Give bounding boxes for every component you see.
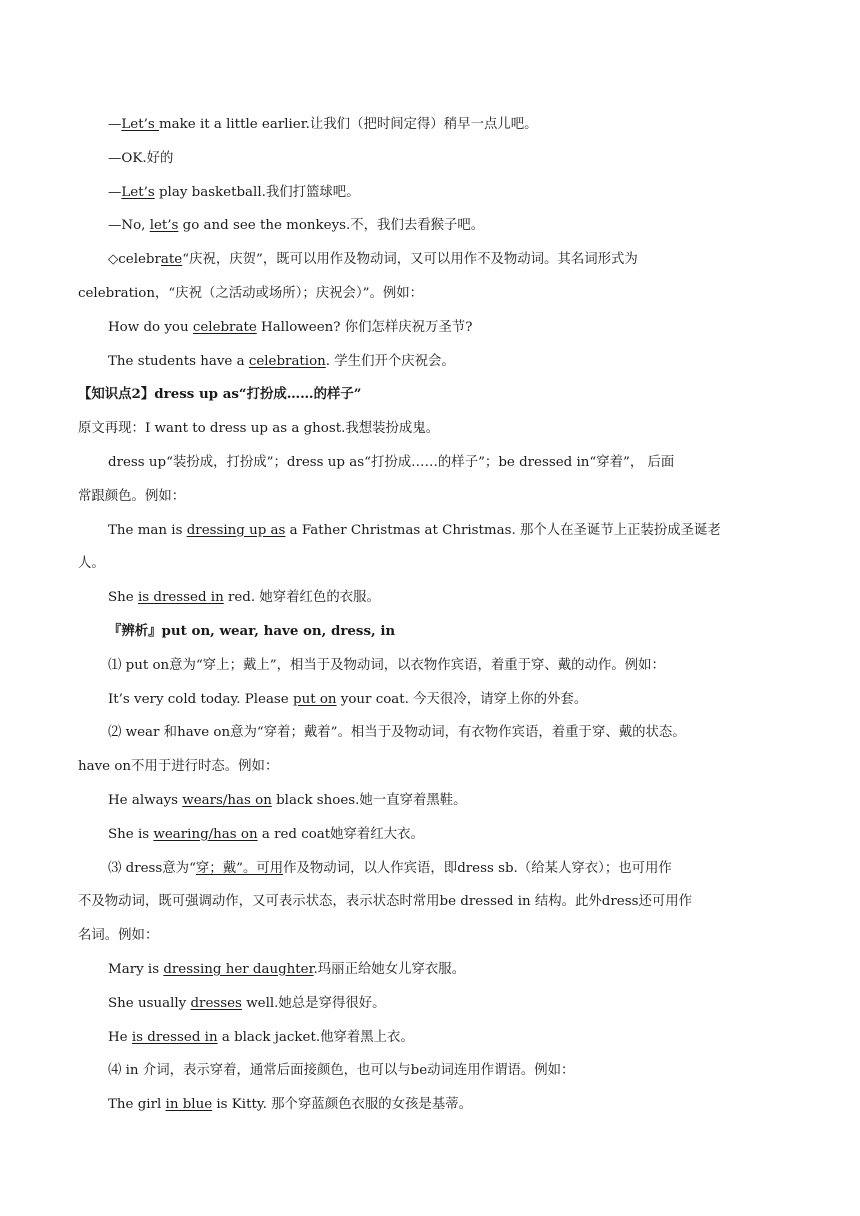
text-segment: . 学生们开个庆祝会。 — [325, 353, 455, 369]
text-line — [78, 649, 782, 683]
text-segment: well.她总是穿得很好。 — [241, 995, 386, 1011]
underlined-phrase: celebration — [248, 353, 326, 369]
text-segment: 名词。例如： — [78, 928, 159, 944]
text-line — [78, 345, 782, 379]
text-line — [78, 1021, 782, 1055]
underlined-phrase: is dressed in — [137, 590, 224, 606]
text-line — [78, 750, 782, 784]
underlined-phrase: Let’s — [121, 184, 155, 200]
text-segment: your coat. 今天很冷，请穿上你的外套。 — [336, 691, 588, 707]
underlined-phrase: dresses — [190, 995, 242, 1011]
text-segment: ⑷ in 介词，表示穿着，通常后面接颜色，也可以与be动词连用作谓语。例如： — [108, 1063, 575, 1079]
text-line — [78, 852, 782, 886]
text-line — [78, 412, 782, 446]
text-segment: She usually — [108, 995, 191, 1011]
text-line — [78, 142, 782, 176]
text-segment: 不及物动词，既可强调动作，又可表示状态，表示状态时常用be dressed in 结构。此外dress还可用作 — [78, 894, 693, 910]
text-line — [78, 176, 782, 210]
text-line — [78, 1054, 782, 1088]
text-segment: 作及物动词，以人作宾语，即dress sb.（给某人穿衣）；也可用作 — [283, 860, 672, 876]
text-segment: She — [108, 590, 138, 606]
text-line — [78, 277, 782, 311]
text-line — [78, 243, 782, 277]
text-segment: ⑵ wear 和have on意为“穿着；戴着”。相当于及物动词，有衣物作宾语，着重于穿、戴的状态。 — [108, 725, 686, 741]
text-segment: —OK.好的 — [108, 150, 174, 166]
text-segment: make it a little earlier.让我们（把时间定得）稍早一点儿吧。 — [158, 117, 538, 132]
text-line — [78, 209, 782, 243]
text-line — [78, 784, 782, 818]
text-line — [78, 514, 782, 548]
underlined-phrase: Let’s — [121, 117, 159, 132]
text-line — [78, 716, 782, 750]
text-segment: How do you — [108, 319, 193, 335]
underlined-phrase: in blue — [165, 1097, 213, 1113]
text-segment: ⑶ dress意为“ — [108, 860, 196, 876]
text-segment: .玛丽正给她女儿穿衣服。 — [313, 961, 466, 977]
text-segment: The girl — [108, 1097, 166, 1113]
text-segment: is Kitty. 那个穿蓝颜色衣服的女孩是基蒂。 — [212, 1097, 472, 1113]
text-segment: 常跟颜色。例如： — [78, 488, 186, 504]
text-line — [78, 480, 782, 514]
text-line — [78, 1088, 782, 1122]
text-line — [78, 919, 782, 953]
text-line — [78, 818, 782, 852]
underlined-phrase: celebrate — [192, 319, 257, 335]
text-segment: have on不用于进行时态。例如： — [78, 759, 279, 775]
underlined-phrase: ate — [160, 252, 183, 268]
underlined-phrase: dressing her daughter — [163, 961, 314, 977]
text-segment: 『辨析』put on, wear, have on, dress, in — [108, 622, 396, 639]
underlined-phrase: 穿；戴”。可用 — [195, 860, 284, 876]
text-segment: Halloween? 你们怎样庆祝万圣节? — [256, 319, 473, 335]
section-heading — [78, 378, 782, 412]
underlined-phrase: let’s — [149, 218, 179, 234]
text-segment: —No, — [108, 218, 150, 234]
text-segment: ◇celebr — [108, 252, 161, 268]
section-heading — [78, 615, 782, 649]
document-page — [78, 108, 782, 1122]
text-segment: a red coat她穿着红大衣。 — [257, 826, 424, 842]
text-segment: “庆祝，庆贺”，既可以用作及物动词，又可以用作不及物动词。其名词形式为 — [182, 252, 638, 268]
text-line — [78, 547, 782, 581]
text-line — [78, 108, 782, 142]
text-line — [78, 581, 782, 615]
text-segment: 原文再现：I want to dress up as a ghost.我想装扮成鬼。 — [78, 421, 440, 437]
text-segment: red. 她穿着红色的衣服。 — [223, 590, 380, 606]
text-line — [78, 683, 782, 717]
text-segment: He — [108, 1029, 132, 1045]
text-line — [78, 987, 782, 1021]
text-line — [78, 311, 782, 345]
text-segment: black shoes.她一直穿着黑鞋。 — [271, 792, 467, 808]
text-line — [78, 953, 782, 987]
text-line — [78, 885, 782, 919]
text-segment: dress up“装扮成，打扮成”；dress up as“打扮成……的样子”；be dressed in“穿着”， 后面 — [108, 454, 675, 470]
text-segment: go and see the monkeys.不，我们去看猴子吧。 — [178, 218, 485, 234]
text-line — [78, 446, 782, 480]
text-segment: The students have a — [108, 353, 249, 369]
underlined-phrase: put on — [293, 691, 337, 707]
text-segment: a black jacket.他穿着黑上衣。 — [217, 1029, 414, 1045]
underlined-phrase: is dressed in — [131, 1029, 218, 1045]
text-segment: — — [108, 117, 122, 132]
text-segment: ⑴ put on意为“穿上；戴上”，相当于及物动词，以衣物作宾语，着重于穿、戴的动作。例如： — [108, 657, 665, 673]
text-segment: She is — [108, 826, 154, 842]
underlined-phrase: dressing up as — [186, 522, 286, 538]
text-segment: It’s very cold today. Please — [108, 691, 293, 707]
text-segment: — — [108, 184, 122, 200]
text-segment: 【知识点2】dress up as“打扮成……的样子” — [78, 386, 362, 403]
text-segment: play basketball.我们打篮球吧。 — [154, 184, 360, 200]
text-segment: a Father Christmas at Christmas. 那个人在圣诞节上正装扮成圣诞老 — [285, 522, 721, 538]
text-segment: celebration，“庆祝（之活动或场所）；庆祝会）”。例如： — [78, 285, 424, 301]
text-segment: 人。 — [78, 556, 105, 572]
text-segment: The man is — [108, 522, 187, 538]
text-segment: Mary is — [108, 961, 164, 977]
text-segment: He always — [108, 792, 183, 808]
underlined-phrase: wearing/has on — [153, 826, 258, 842]
underlined-phrase: wears/has on — [182, 792, 272, 808]
